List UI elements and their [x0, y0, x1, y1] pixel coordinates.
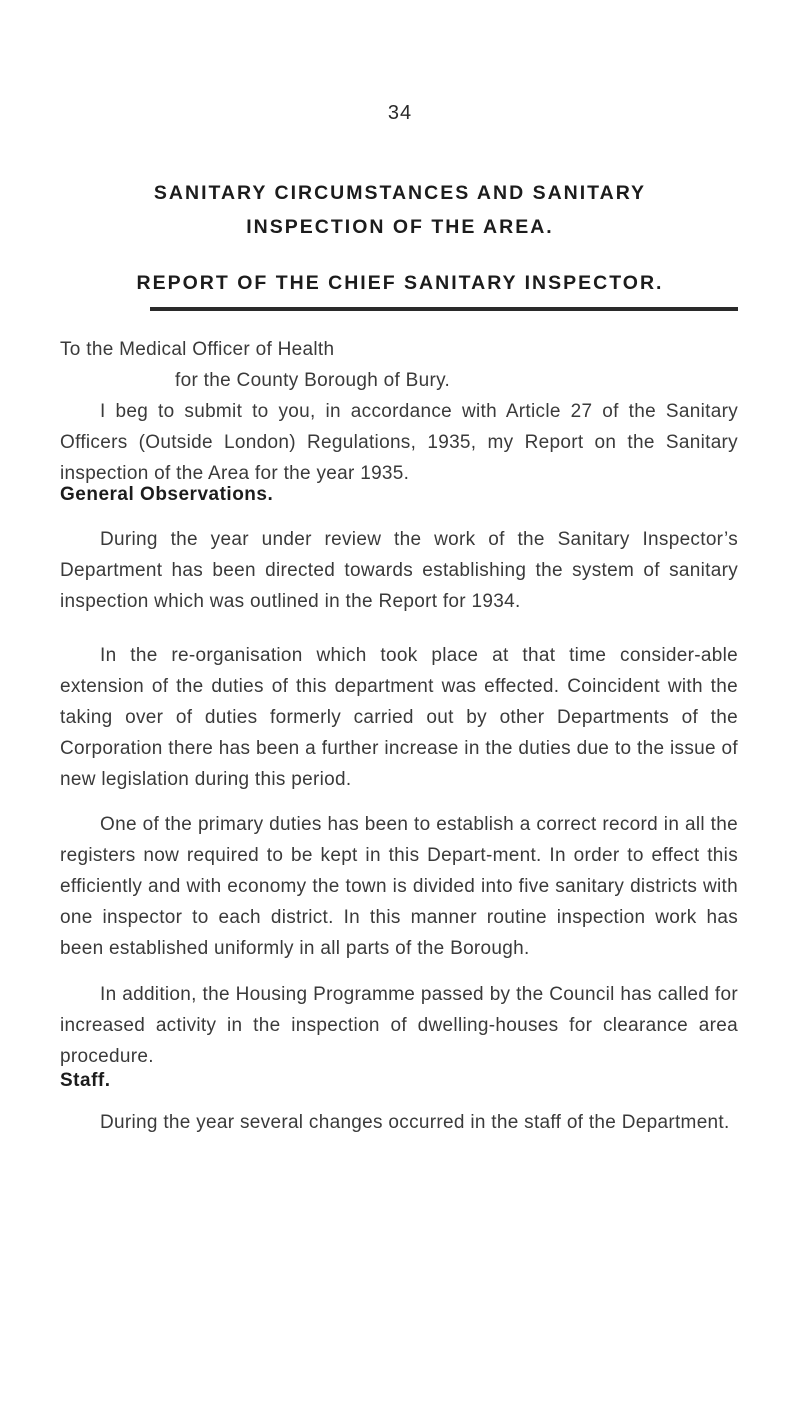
main-heading: [0, 176, 800, 244]
report-heading: REPORT OF THE CHIEF SANITARY INSPECTOR.: [136, 272, 664, 294]
paragraph-3: One of the primary duties has been to establish a correct record in all the registers now required to be kept in this Depart-ment. In order to effect this efficiently and with economy the town is divided into five sanitary districts with one inspector to each district. In this manner routine inspection work has been established uniformly in all parts of the Borough.: [60, 814, 738, 959]
page-number: 34: [387, 102, 413, 124]
heading-rule: [150, 307, 738, 311]
salutation-line-2: for the County Borough of Bury.: [175, 370, 451, 391]
paragraph-4: In addition, the Housing Programme passed by the Council has called for increased activity in the inspection of dwelling-houses for clearance area procedure.: [60, 984, 738, 1067]
intro-paragraph: I beg to submit to you, in accordance with Article 27 of the Sanitary Officers (Outside London) Regulations, 1935, my Report on the Sanitary inspection of the Area for the year 1935.: [60, 401, 738, 484]
staff-paragraph: During the year several changes occurred in the staff of the Department.: [100, 1112, 730, 1133]
salutation-line-1: To the Medical Officer of Health: [60, 339, 335, 360]
salutation: [60, 334, 738, 396]
main-heading-line-2: INSPECTION OF THE AREA.: [246, 216, 554, 238]
main-heading-line-1: SANITARY CIRCUMSTANCES AND SANITARY: [153, 182, 647, 204]
general-observations-heading: General Observations.: [60, 484, 274, 505]
paragraph-2: In the re-organisation which took place at that time consider-able extension of the duties of this department was effected. Coincident with the taking over of duties formerly carried out by other Departments of the Corporation there has been a further increase in the duties due to the issue of new legislation during this period.: [60, 645, 738, 790]
paragraph-1: During the year under review the work of the Sanitary Inspector’s Department has been directed towards establishing the system of sanitary inspection which was outlined in the Report for 1934.: [60, 529, 738, 612]
staff-heading: Staff.: [60, 1070, 111, 1091]
